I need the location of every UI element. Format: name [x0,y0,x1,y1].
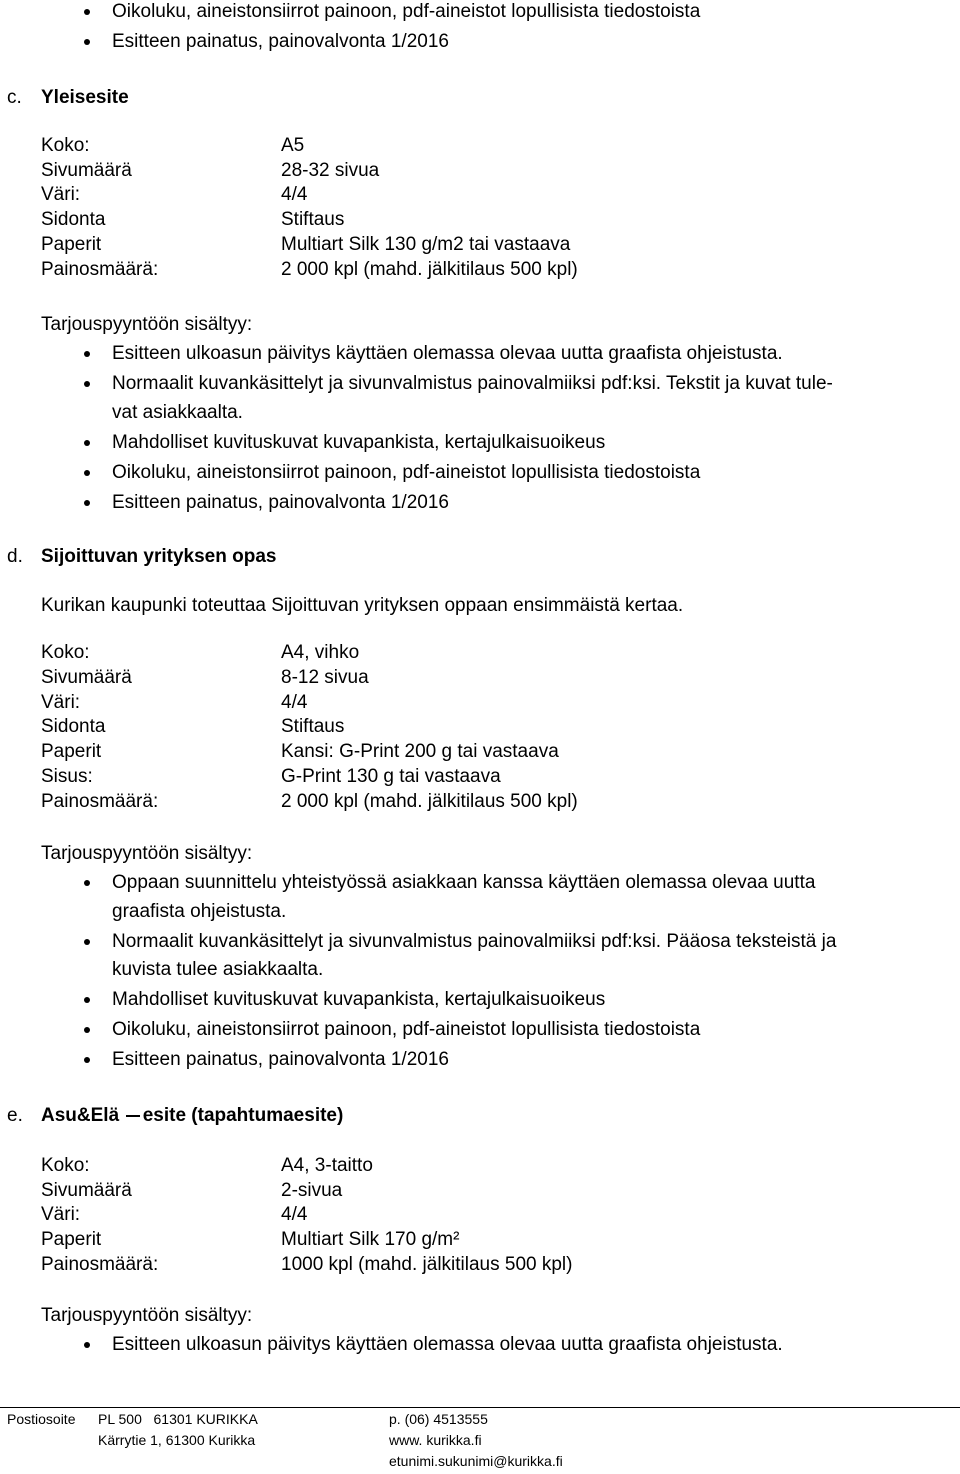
bullet-icon [84,39,90,45]
spec-value: Stiftaus [281,716,345,737]
bullet-text: Esitteen ulkoasun päivitys käyttäen olemassa olevaa uutta graafista ohjeistusta. [112,343,783,364]
spec-label: Painosmäärä: [41,1254,159,1275]
bullet-text-continued: kuvista tulee asiakkaalta. [112,959,324,980]
footer-postal-label: Postiosoite [7,1411,76,1427]
section-intro: Kurikan kaupunki toteuttaa Sijoittuvan yrityksen oppaan ensimmäistä kertaa. [41,595,684,616]
spec-value: G-Print 130 g tai vastaava [281,766,501,787]
bullet-text: Esitteen painatus, painovalvonta 1/2016 [112,1049,449,1070]
includes-label: Tarjouspyyntöön sisältyy: [41,1305,253,1326]
bullet-icon [84,997,90,1003]
section-title-part: Asu&Elä [41,1105,120,1126]
bullet-icon [84,880,90,886]
section-marker: e. [7,1105,23,1126]
bullet-text: Esitteen painatus, painovalvonta 1/2016 [112,31,449,52]
spec-label: Koko: [41,135,90,156]
bullet-text: Oppaan suunnittelu yhteistyössä asiakkaan kanssa käyttäen olemassa olevaa uutta [112,872,816,893]
footer-street-address: Kärrytie 1, 61300 Kurikka [98,1432,256,1448]
bullet-text: Mahdolliset kuvituskuvat kuvapankista, kertajulkaisuoikeus [112,989,606,1010]
spec-value: A4, vihko [281,642,360,663]
footer-postal-address: PL 500 61301 KURIKKA [98,1411,258,1427]
bullet-text-continued: vat asiakkaalta. [112,402,243,423]
footer-phone: p. (06) 4513555 [389,1411,488,1427]
footer-email-link[interactable]: etunimi.sukunimi@kurikka.fi [389,1453,563,1469]
spec-label: Väri: [41,184,81,205]
bullet-icon [84,939,90,945]
bullet-icon [84,381,90,387]
bullet-icon [84,470,90,476]
spec-label: Sidonta [41,716,106,737]
spec-value: Multiart Silk 170 g/m² [281,1229,460,1250]
spec-label: Sivumäärä [41,1180,132,1201]
title-dash [126,1115,140,1117]
bullet-text: Mahdolliset kuvituskuvat kuvapankista, kertajulkaisuoikeus [112,432,606,453]
section-title: Sijoittuvan yrityksen opas [41,546,277,567]
spec-value: 2 000 kpl (mahd. jälkitilaus 500 kpl) [281,259,578,280]
spec-label: Sivumäärä [41,667,132,688]
section-title: Yleisesite [41,87,129,108]
spec-value: 8-12 sivua [281,667,369,688]
section-title [41,1104,343,1128]
spec-label: Koko: [41,642,90,663]
section-title-part: esite (tapahtumaesite) [142,1105,344,1126]
spec-label: Väri: [41,692,81,713]
bullet-icon [84,9,90,15]
bullet-icon [84,1057,90,1063]
spec-label: Koko: [41,1155,90,1176]
bullet-text-continued: graafista ohjeistusta. [112,901,287,922]
includes-label: Tarjouspyyntöön sisältyy: [41,843,253,864]
spec-value: 4/4 [281,1204,308,1225]
spec-label: Paperit [41,1229,102,1250]
bullet-icon [84,351,90,357]
footer-divider [0,1407,960,1408]
spec-value: Multiart Silk 130 g/m2 tai vastaava [281,234,571,255]
bullet-text: Esitteen painatus, painovalvonta 1/2016 [112,492,449,513]
spec-value: 2 000 kpl (mahd. jälkitilaus 500 kpl) [281,791,578,812]
spec-label: Väri: [41,1204,81,1225]
section-marker: c. [7,87,22,108]
spec-value: A4, 3-taitto [281,1155,373,1176]
spec-label: Sidonta [41,209,106,230]
bullet-text: Oikoluku, aineistonsiirrot painoon, pdf-aineistot lopullisista tiedostoista [112,1019,701,1040]
spec-label: Sivumäärä [41,160,132,181]
spec-value: 28-32 sivua [281,160,380,181]
bullet-icon [84,1027,90,1033]
spec-value: Kansi: G-Print 200 g tai vastaava [281,741,559,762]
spec-label: Paperit [41,234,102,255]
bullet-icon [84,500,90,506]
bullet-text: Oikoluku, aineistonsiirrot painoon, pdf-aineistot lopullisista tiedostoista [112,1,701,22]
spec-label: Painosmäärä: [41,791,159,812]
bullet-icon [84,1342,90,1348]
bullet-text: Normaalit kuvankäsittelyt ja sivunvalmistus painovalmiiksi pdf:ksi. Tekstit ja kuvat tule- [112,373,833,394]
spec-value: 2-sivua [281,1180,343,1201]
spec-label: Painosmäärä: [41,259,159,280]
spec-value: 4/4 [281,692,308,713]
spec-value: 4/4 [281,184,308,205]
bullet-text: Oikoluku, aineistonsiirrot painoon, pdf-aineistot lopullisista tiedostoista [112,462,701,483]
spec-label: Paperit [41,741,102,762]
spec-value: A5 [281,135,305,156]
bullet-icon [84,440,90,446]
spec-label: Sisus: [41,766,93,787]
includes-label: Tarjouspyyntöön sisältyy: [41,314,253,335]
footer-web-link[interactable]: www. kurikka.fi [389,1432,482,1448]
spec-value: Stiftaus [281,209,345,230]
bullet-text: Normaalit kuvankäsittelyt ja sivunvalmistus painovalmiiksi pdf:ksi. Pääosa teksteistä ja [112,931,837,952]
section-marker: d. [7,546,23,567]
bullet-text: Esitteen ulkoasun päivitys käyttäen olemassa olevaa uutta graafista ohjeistusta. [112,1334,783,1355]
spec-value: 1000 kpl (mahd. jälkitilaus 500 kpl) [281,1254,573,1275]
